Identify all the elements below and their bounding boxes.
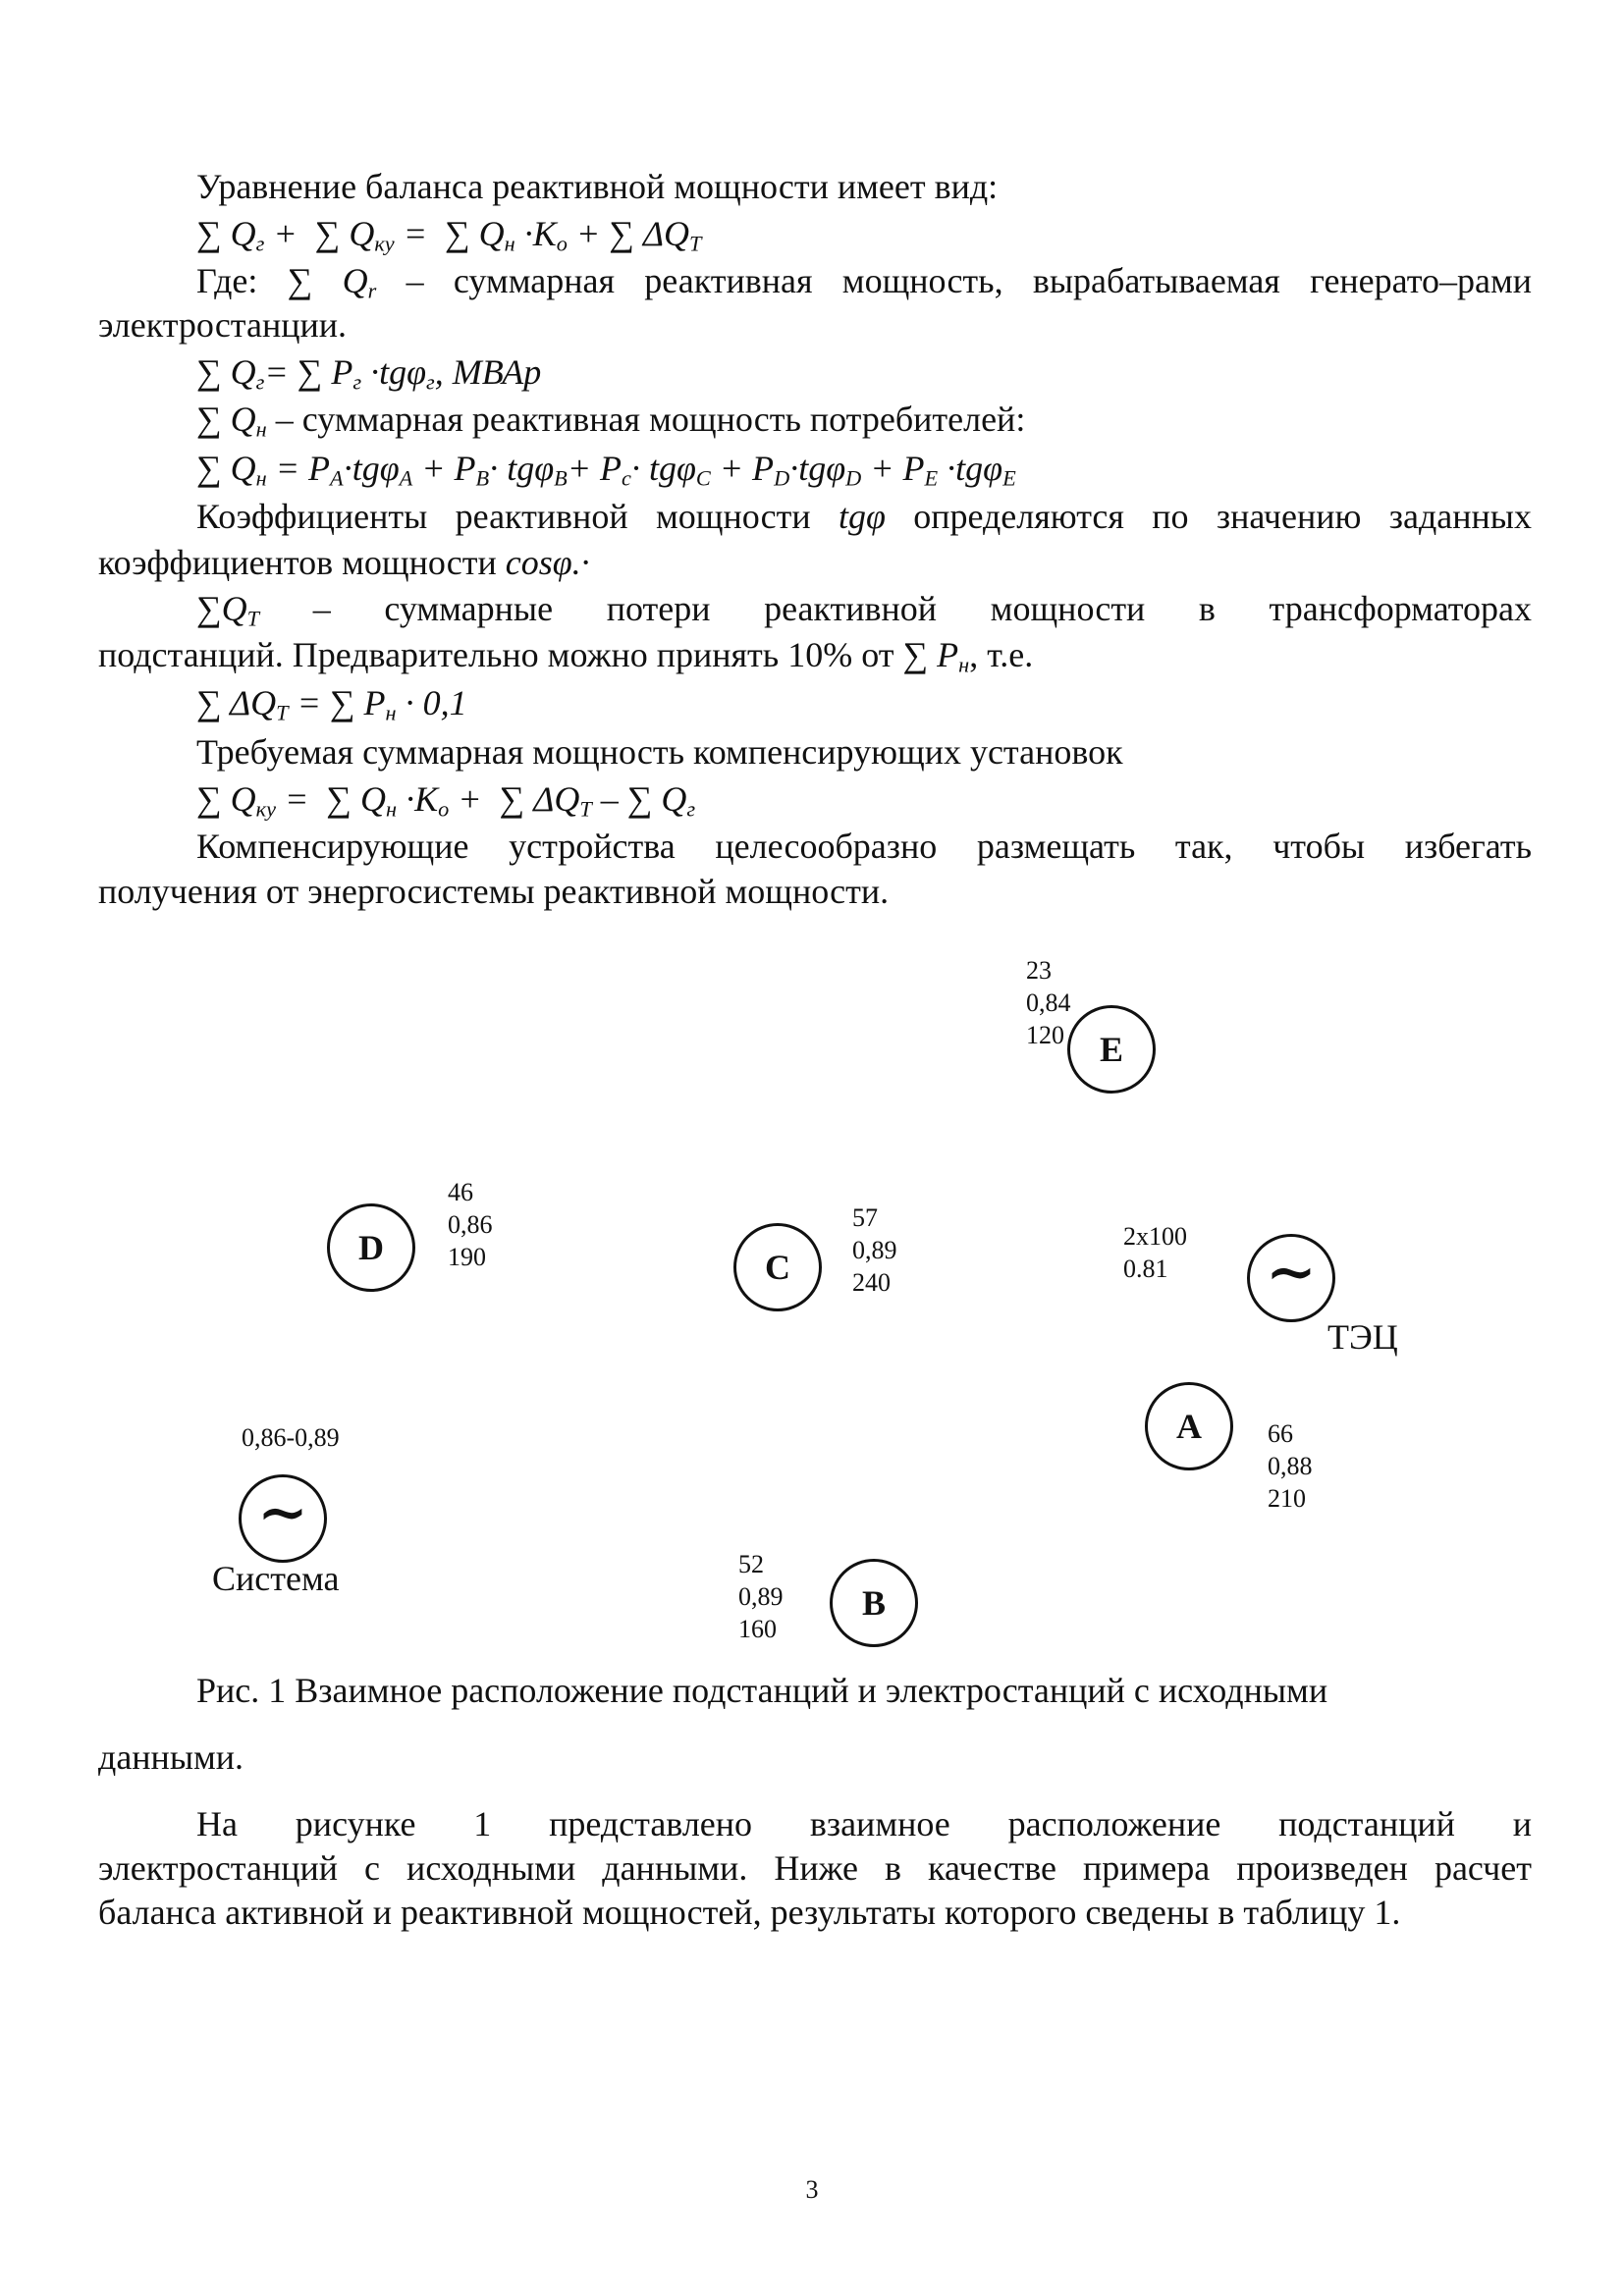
substation-d-values: 46 0,86 190 (448, 1178, 493, 1271)
page-number: 3 (805, 2175, 819, 2204)
substation-c-values: 57 0,89 240 (852, 1203, 897, 1297)
tec-generator (1247, 1234, 1335, 1322)
figure-caption-line-1: Рис. 1 Взаимное расположение подстанций и электростанций с исходными (196, 1671, 1328, 1710)
substation-e: E (1067, 1005, 1156, 1094)
formula-dqt: ∑ $\Delta Q_T$ = ∑ $P_н \cdot 0,1$ (196, 683, 467, 725)
sine-wave-icon: ∼ (257, 1480, 308, 1547)
figure-caption-line-2: данными. (98, 1737, 244, 1777)
final-paragraph-line-3: баланса активной и реактивной мощностей, результаты которого сведены в таблицу 1. (98, 1893, 1401, 1932)
formula-qn: ∑ $Q_н = P_A\cdot tg\varphi_A + P_B\cdot tg\varphi_B+ P_c\cdot tg\varphi_C + P_D\cdot tg\varphi_D + P_E \cdot tg\varphi_E$ (196, 449, 1016, 491)
formula-qku: ∑ $Q_{ку}$ = ∑ $Q_н \cdot K_о$ + ∑ $\Delta Q_T$ – ∑ $Q_г$ (196, 779, 696, 822)
substation-e-values: 23 0,84 120 (1026, 956, 1071, 1049)
formula-balance: ∑ $Q_г$ + ∑ $Q_{ку}$ = ∑ $Q_н \cdot K_о$ + ∑ $\Delta Q_T$ (196, 214, 702, 256)
system-values: 0,86-0,89 (242, 1423, 340, 1452)
substation-d: D (327, 1203, 415, 1292)
system-generator (239, 1474, 327, 1563)
sine-wave-icon: ∼ (1266, 1240, 1317, 1307)
tec-values: 2x100 0.81 (1123, 1222, 1187, 1283)
coef-line-2: коэффициентов мощности cosφ.· (98, 543, 590, 582)
substation-b-values: 52 0,89 160 (738, 1550, 784, 1643)
coef-line-1: Коэффициенты реактивной мощности tgφ определяются по значению заданных (196, 497, 1532, 536)
where-line-1: Где: ∑ $Q_r$ – суммарная реактивная мощность, вырабатываемая генерато–рами (196, 261, 1532, 303)
tec-label: ТЭЦ (1327, 1317, 1398, 1357)
qn-description: ∑ $Q_н$ – суммарная реактивная мощность потребителей: (196, 400, 1026, 442)
qt-line-1: $\sum Q_T$ – суммарные потери реактивной мощности в трансформаторах (196, 589, 1532, 631)
substation-c: C (733, 1223, 822, 1311)
paragraph-balance-intro: Уравнение баланса реактивной мощности имеет вид: (196, 167, 999, 206)
formula-qg: ∑ $Q_г=$ ∑ $P_г \cdot tg\varphi_г$, МВАр (196, 352, 542, 395)
final-paragraph-line-2: электростанций с исходными данными. Ниже в качестве примера произведен расчет (98, 1848, 1532, 1888)
required-compensation: Требуемая суммарная мощность компенсирующих установок (196, 732, 1123, 772)
where-line-2: электростанции. (98, 305, 348, 345)
substation-a-values: 66 0,88 210 (1268, 1419, 1313, 1513)
final-paragraph-line-1: На рисунке 1 представлено взаимное расположение подстанций и (196, 1804, 1532, 1843)
compensation-line-1: Компенсирующие устройства целесообразно размещать так, чтобы избегать (196, 827, 1532, 866)
substation-a: A (1145, 1382, 1233, 1470)
qt-line-2: подстанций. Предварительно можно принять 10% от ∑ $P_н$, т.е. (98, 635, 1034, 677)
substation-b: B (830, 1559, 918, 1647)
compensation-line-2: получения от энергосистемы реактивной мощности. (98, 872, 890, 911)
system-label: Система (212, 1559, 340, 1598)
